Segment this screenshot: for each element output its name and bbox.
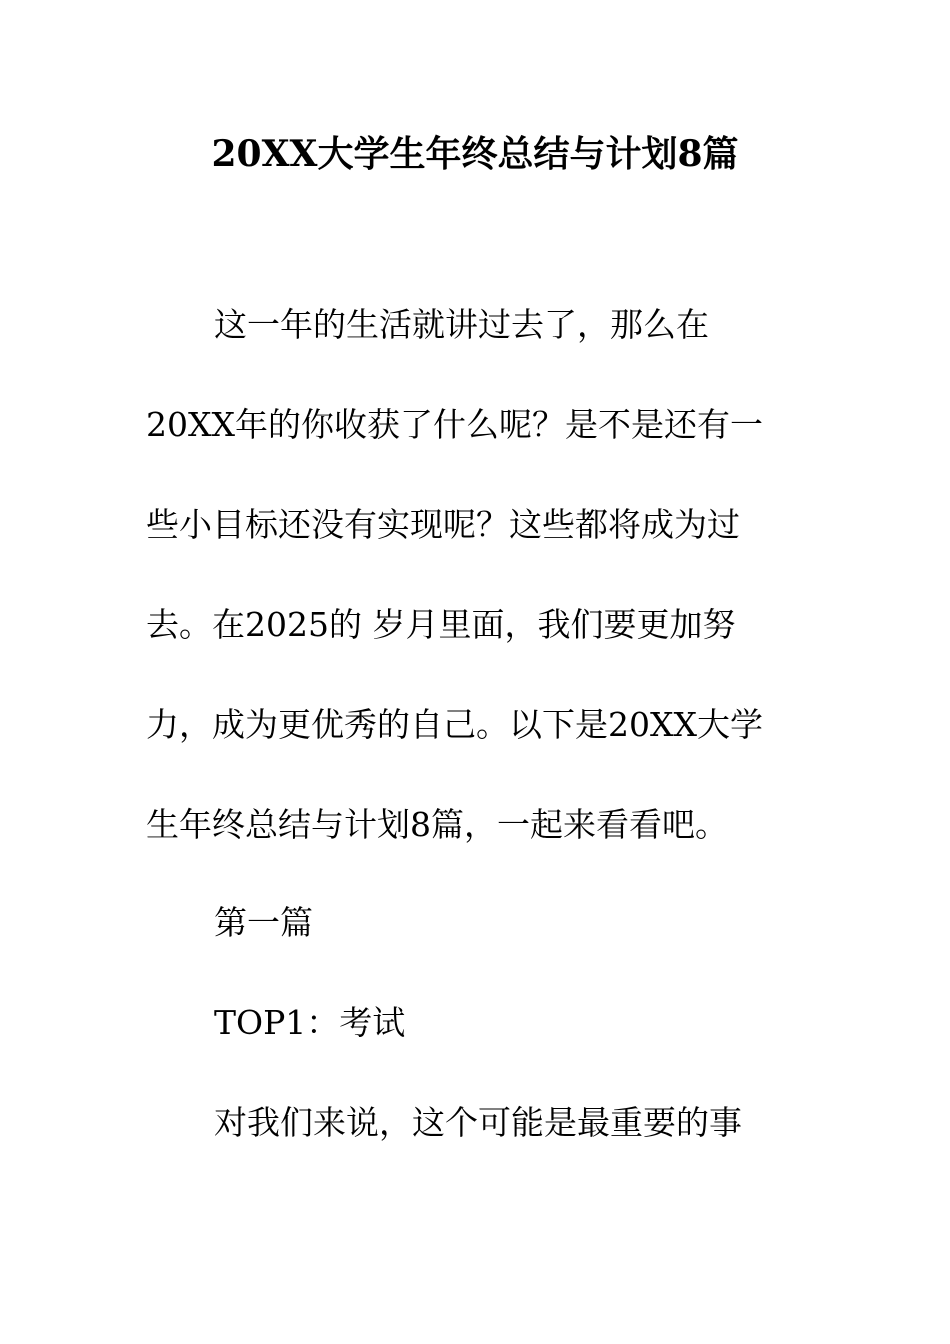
subheading: TOP1：考试 [214, 1003, 406, 1042]
paragraph-line: 对我们来说，这个可能是最重要的事 [214, 1103, 742, 1142]
paragraph-line: 些小目标还没有实现呢？这些都将成为过 [146, 505, 740, 544]
paragraph-line: 这一年的生活就讲过去了，那么在 [214, 305, 709, 344]
paragraph-line: 力，成为更优秀的自己。以下是20XX大学 [146, 705, 763, 744]
document-title: 20XX大学生年终总结与计划8篇 [211, 133, 739, 175]
paragraph-line: 去。在2025的 岁月里面，我们要更加努 [146, 605, 736, 644]
paragraph-line: 20XX年的你收获了什么呢？是不是还有一 [146, 405, 763, 444]
section-heading: 第一篇 [214, 903, 313, 942]
paragraph-line: 生年终总结与计划8篇，一起来看看吧。 [146, 805, 728, 844]
